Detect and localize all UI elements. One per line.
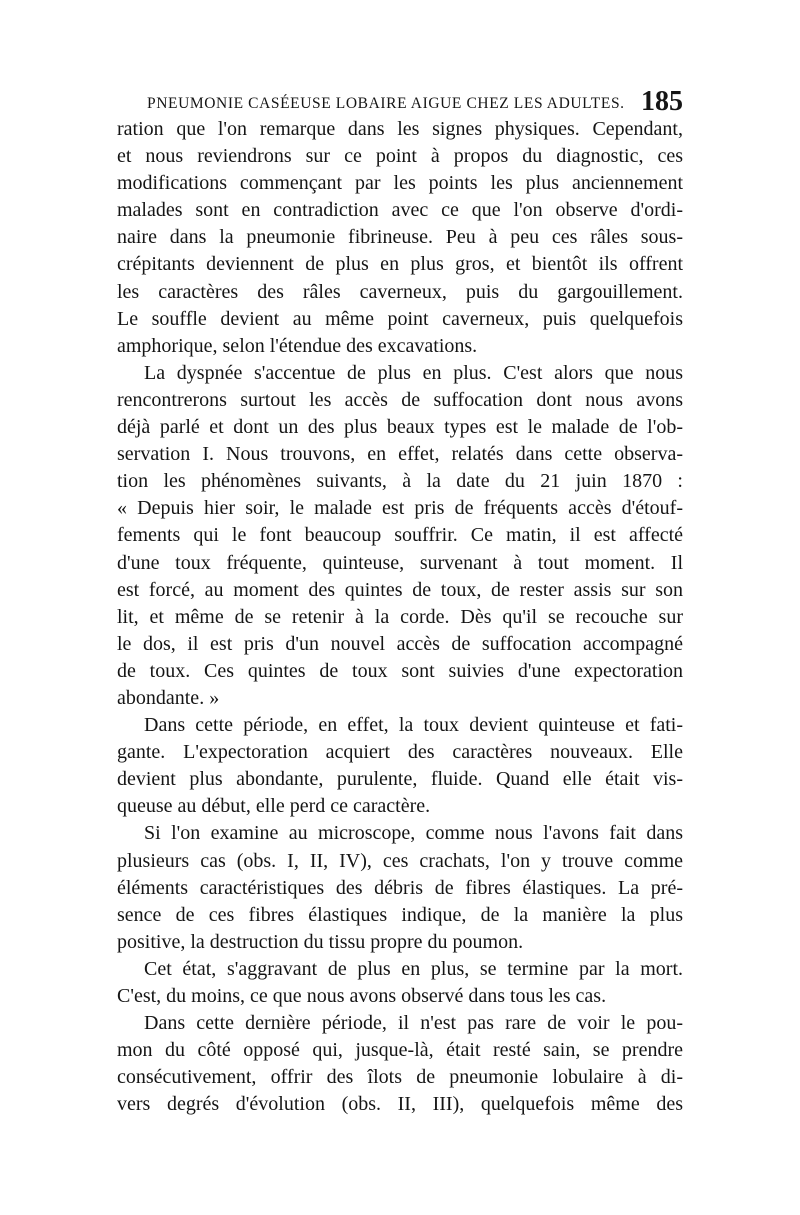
- text-line: C'est, du moins, ce que nous avons observé dans tous les cas.: [117, 985, 607, 1007]
- text-line: Cet état, s'aggravant de plus en plus, se termine par la mort.: [144, 957, 683, 980]
- text-line: vers degrés d'évolution (obs. II, III), quelquefois même des: [117, 1093, 683, 1116]
- text-line: et nous reviendrons sur ce point à propos du diagnostic, ces: [117, 145, 683, 168]
- text-line: lit, et même de se retenir à la corde. Dès qu'il se recouche sur: [117, 605, 683, 628]
- text-line: positive, la destruction du tissu propre du poumon.: [117, 930, 524, 953]
- text-line: tion les phénomènes suivants, à la date du 21 juin 1870 :: [117, 470, 683, 493]
- text-line: Le souffle devient au même point caverneux, puis quelquefois: [117, 307, 683, 330]
- text-line: mon du côté opposé qui, jusque-là, était resté sain, se prendre: [117, 1039, 683, 1062]
- text-line: Dans cette dernière période, il n'est pas rare de voir le pou-: [144, 1012, 683, 1035]
- text-line: gante. L'expectoration acquiert des caractères nouveaux. Elle: [117, 741, 683, 764]
- text-line: crépitants deviennent de plus en plus gros, et bientôt ils offrent: [117, 253, 683, 276]
- running-head: [117, 86, 683, 120]
- text-line: abondante. »: [117, 686, 220, 709]
- text-line: Si l'on examine au microscope, comme nous l'avons fait dans: [144, 822, 683, 845]
- text-line: déjà parlé et dont un des plus beaux types est le malade de l'ob-: [117, 416, 683, 439]
- text-body: [117, 116, 683, 1118]
- text-line: servation I. Nous trouvons, en effet, relatés dans cette observa-: [117, 443, 683, 466]
- running-title: PNEUMONIE CASÉEUSE LOBAIRE AIGUE CHEZ LES ADULTES.: [147, 95, 625, 112]
- text-line: plusieurs cas (obs. I, II, IV), ces crachats, l'on y trouve comme: [117, 849, 683, 872]
- text-line: Dans cette période, en effet, la toux devient quinteuse et fati-: [144, 714, 683, 737]
- text-line: malades sont en contradiction avec ce que l'on observe d'ordi-: [117, 199, 683, 222]
- text-line: La dyspnée s'accentue de plus en plus. C'est alors que nous: [144, 361, 683, 384]
- text-line: queuse au début, elle perd ce caractère.: [117, 795, 431, 818]
- text-line: le dos, il est pris d'un nouvel accès de suffocation accompagné: [117, 632, 683, 655]
- text-line: modifications commençant par les points les plus anciennement: [117, 172, 683, 195]
- text-line: est forcé, au moment des quintes de toux, de rester assis sur son: [117, 578, 683, 601]
- text-line: naire dans la pneumonie fibrineuse. Peu à peu ces râles sous-: [117, 226, 683, 249]
- text-line: rencontrerons surtout les accès de suffocation dont nous avons: [117, 388, 683, 411]
- text-line: d'une toux fréquente, quinteuse, survenant à tout moment. Il: [117, 551, 683, 574]
- text-line: ration que l'on remarque dans les signes physiques. Cependant,: [117, 118, 683, 140]
- text-line: fements qui le font beaucoup souffrir. Ce matin, il est affecté: [117, 524, 683, 547]
- text-line: les caractères des râles caverneux, puis du gargouillement.: [117, 280, 683, 303]
- text-line: consécutivement, offrir des îlots de pneumonie lobulaire à di-: [117, 1066, 683, 1089]
- text-line: sence de ces fibres élastiques indique, de la manière la plus: [117, 903, 683, 926]
- page-number: 185: [641, 86, 683, 117]
- text-line: amphorique, selon l'étendue des excavations.: [117, 334, 478, 357]
- text-line: de toux. Ces quintes de toux sont suivies d'une expectoration: [117, 659, 683, 682]
- text-line: devient plus abondante, purulente, fluide. Quand elle était vis-: [117, 768, 683, 791]
- text-line: « Depuis hier soir, le malade est pris de fréquents accès d'étouf-: [117, 497, 683, 520]
- text-line: éléments caractéristiques des débris de fibres élastiques. La pré-: [117, 876, 683, 899]
